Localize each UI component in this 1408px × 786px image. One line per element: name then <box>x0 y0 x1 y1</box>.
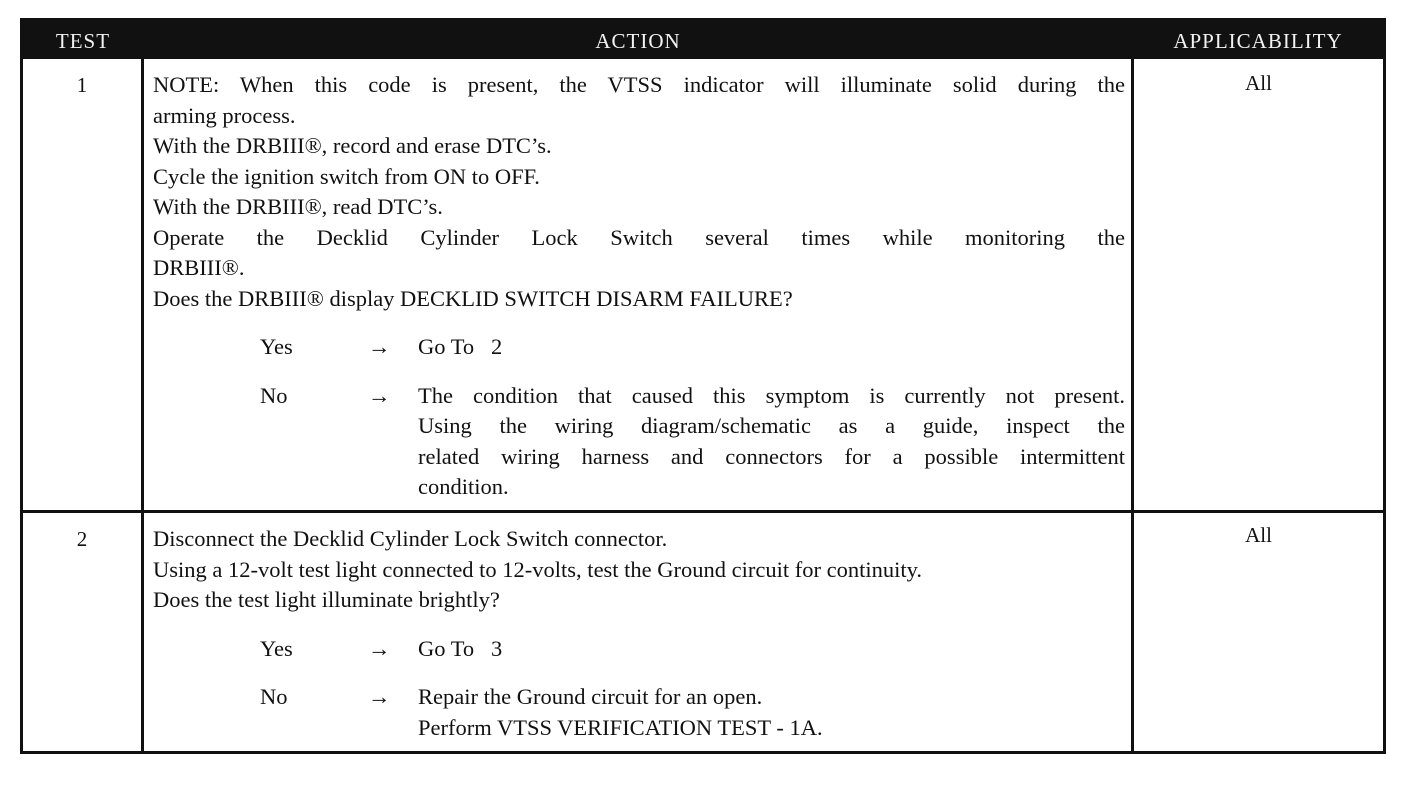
test-number: 1 <box>76 73 88 97</box>
action-line: arming process. <box>153 102 296 128</box>
result-line: related wiring harness and connectors for a possible intermittent <box>418 443 1125 469</box>
result-line: Perform VTSS VERIFICATION TEST - 1A. <box>418 714 823 740</box>
diagnostic-table <box>20 18 1386 754</box>
header-action: ACTION <box>595 29 681 53</box>
action-cell <box>153 70 1125 503</box>
yes-branch <box>153 634 1125 665</box>
action-line: With the DRBIII®, read DTC’s. <box>153 194 443 219</box>
action-line: Does the test light illuminate brightly? <box>153 587 500 612</box>
result-line: The condition that caused this symptom is currently not present. <box>418 382 1125 408</box>
header-applicability: APPLICABILITY <box>1173 29 1343 53</box>
no-label: No <box>260 382 288 408</box>
header-test: TEST <box>55 29 111 53</box>
action-line: Disconnect the Decklid Cylinder Lock Switch connector. <box>153 526 668 551</box>
table-header <box>23 21 1383 59</box>
yes-result <box>418 634 1125 665</box>
no-label: No <box>260 684 288 709</box>
result-line: Using the wiring diagram/schematic as a guide, inspect the <box>418 413 1125 438</box>
yes-branch <box>153 332 1125 363</box>
arrow-icon: → <box>368 382 391 408</box>
no-result <box>418 682 1125 743</box>
action-line: Cycle the ignition switch from ON to OFF. <box>153 163 540 189</box>
result-line: Repair the Ground circuit for an open. <box>418 684 763 709</box>
no-result <box>418 381 1125 503</box>
yes-result <box>418 332 1125 363</box>
column-divider <box>141 59 144 751</box>
no-branch <box>153 682 1125 743</box>
yes-label: Yes <box>260 334 293 359</box>
action-cell <box>153 524 1125 743</box>
action-line: Using a 12-volt test light connected to 12-volts, test the Ground circuit for continuity. <box>153 556 923 582</box>
row-divider <box>23 510 1383 513</box>
test-number: 2 <box>76 527 88 551</box>
result-line: Go To 3 <box>418 635 503 661</box>
arrow-icon: → <box>368 635 391 661</box>
no-branch <box>153 381 1125 503</box>
yes-label: Yes <box>260 635 293 661</box>
arrow-icon: → <box>368 684 391 709</box>
action-line: Operate the Decklid Cylinder Lock Switch several times while monitoring the <box>153 224 1125 250</box>
result-line: condition. <box>418 474 509 499</box>
action-line: NOTE: When this code is present, the VTSS indicator will illuminate solid during the <box>153 72 1125 97</box>
arrow-icon: → <box>368 334 391 359</box>
applicability-value: All <box>1245 523 1272 547</box>
column-divider <box>1131 59 1134 751</box>
applicability-value: All <box>1245 71 1272 95</box>
action-line: Does the DRBIII® display DECKLID SWITCH DISARM FAILURE? <box>153 285 793 311</box>
result-line: Go To 2 <box>418 334 503 359</box>
action-line: DRBIII®. <box>153 255 245 280</box>
action-line: With the DRBIII®, record and erase DTC’s. <box>153 133 552 158</box>
